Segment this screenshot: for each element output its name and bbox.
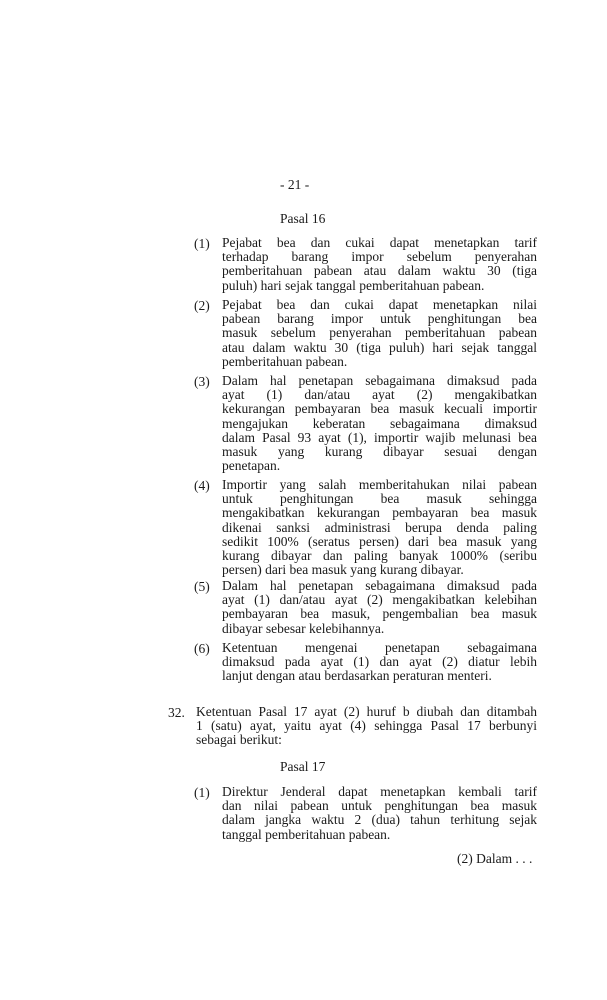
text-line: tanggal pemberitahuan pabean. (222, 826, 391, 842)
text-line: Dalam hal penetapan sebagaimana dimaksud pada (222, 373, 537, 388)
pasal-17-heading: Pasal 17 (280, 759, 326, 774)
text-line: masuk yang kurang dibayar sesuai dengan (222, 443, 537, 459)
text-line: dalam jangka waktu 2 (dua) tahun terhitung sejak (222, 812, 537, 828)
text-line: mengajukan keberatan sebagaimana dimaksud (222, 415, 537, 431)
text-line: Dalam hal penetapan sebagaimana dimaksud pada (222, 578, 537, 593)
paragraph-number: (3) (194, 374, 210, 389)
paragraph-number: (1) (194, 785, 210, 800)
text-line: terhadap barang impor sebelum penyerahan (222, 249, 537, 265)
paragraph-number: (4) (194, 478, 210, 493)
text-line: ayat (1) dan/atau ayat (2) mengakibatkan (222, 387, 537, 403)
text-line: sedikit 100% (seratus persen) dari bea masuk yang (222, 533, 537, 549)
pasal-16-heading: Pasal 16 (280, 211, 326, 226)
paragraph-number: (6) (194, 641, 210, 656)
paragraph-number: (1) (194, 236, 210, 251)
text-line: 1 (satu) ayat, yaitu ayat (4) sehingga Pasal 17 berbunyi (196, 718, 537, 734)
text-line: pembayaran bea masuk, pengembalian bea masuk (222, 606, 537, 622)
text-line: dalam Pasal 93 ayat (1), importir wajib melunasi bea (222, 429, 537, 445)
text-line: ayat (1) dan/atau ayat (2) mengakibatkan kelebihan (222, 592, 537, 608)
text-line: lanjut dengan atau berdasarkan peraturan menteri. (222, 668, 492, 684)
text-line: persen) dari bea masuk yang kurang dibayar. (222, 562, 464, 578)
text-line: kurang dibayar dan paling banyak 1000% (seribu (222, 547, 537, 563)
text-line: pemberitahuan pabean atau dalam waktu 30 (tiga (222, 263, 537, 279)
text-line: sebagai berikut: (196, 732, 282, 748)
text-line: dikenai sanksi administrasi berupa denda paling (222, 519, 537, 535)
text-line: dan nilai pabean untuk penghitungan bea masuk (222, 798, 537, 814)
text-line: Pejabat bea dan cukai dapat menetapkan tarif (222, 235, 537, 250)
text-line: untuk penghitungan bea masuk sehingga (222, 491, 537, 507)
continuation-marker: (2) Dalam . . . (457, 851, 533, 866)
paragraph-number: (5) (194, 579, 210, 594)
page-number: - 21 - (280, 177, 310, 192)
text-line: penetapan. (222, 458, 281, 474)
text-line: pemberitahuan pabean. (222, 353, 348, 369)
text-line: atau dalam waktu 30 (tiga puluh) hari sejak tanggal (222, 339, 537, 355)
text-line: dimaksud pada ayat (1) dan ayat (2) diatur lebih (222, 654, 537, 670)
text-line: mengakibatkan kekurangan pembayaran bea masuk (222, 505, 537, 521)
paragraph-number: 32. (168, 705, 185, 720)
text-line: Direktur Jenderal dapat menetapkan kembali tarif (222, 784, 537, 799)
text-line: dibayar sebesar kelebihannya. (222, 620, 385, 636)
paragraph-number: (2) (194, 298, 210, 313)
text-line: Pejabat bea dan cukai dapat menetapkan nilai (222, 297, 537, 312)
text-line: Importir yang salah memberitahukan nilai pabean (222, 477, 537, 492)
text-line: pabean barang impor untuk penghitungan bea (222, 311, 537, 327)
text-line: Ketentuan mengenai penetapan sebagaimana (222, 640, 537, 655)
text-line: Ketentuan Pasal 17 ayat (2) huruf b diubah dan ditambah (196, 704, 537, 719)
text-line: masuk sebelum penyerahan pemberitahuan pabean (222, 325, 537, 341)
text-line: kekurangan pembayaran bea masuk kecuali importir (222, 401, 537, 417)
text-line: puluh) hari sejak tanggal pemberitahuan pabean. (222, 277, 485, 293)
